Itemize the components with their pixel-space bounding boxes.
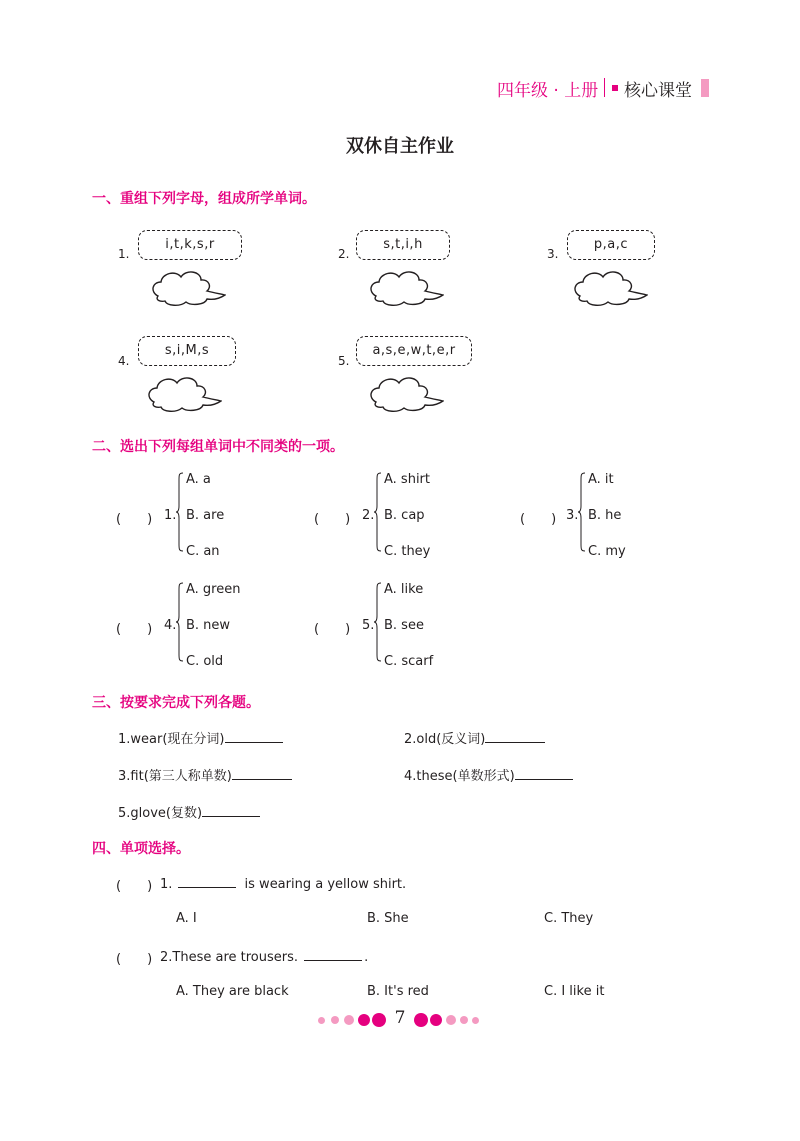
section-2-heading: 二、选出下列每组单词中不同类的一项。 <box>92 439 344 455</box>
brace-icon <box>374 582 382 662</box>
page-number: 7 <box>394 1008 406 1028</box>
answer-paren: ( ) <box>314 512 351 527</box>
mc-question <box>160 948 368 965</box>
header-grade: 四年级 · 上册 <box>497 81 599 101</box>
brace-icon <box>176 472 184 552</box>
decor-dot <box>472 1017 479 1024</box>
question-number: 2. <box>362 508 375 523</box>
answer-blank[interactable] <box>485 730 545 743</box>
option-c: C. an <box>186 544 220 559</box>
answer-blank[interactable] <box>225 730 283 743</box>
transform-prompt: 4.these(单数形式) <box>404 769 515 784</box>
transform-item <box>404 728 545 747</box>
decor-dot <box>414 1013 428 1027</box>
question-text-after: . <box>364 950 369 965</box>
question-number: 1. <box>164 508 177 523</box>
answer-blank[interactable] <box>178 875 236 888</box>
option-a: A. green <box>186 582 241 597</box>
answer-paren: ( ) <box>116 512 153 527</box>
answer-paren: ( ) <box>520 512 557 527</box>
transform-prompt: 1.wear(现在分词) <box>118 732 225 747</box>
decor-dot <box>318 1017 325 1024</box>
choice-c: C. They <box>544 911 594 926</box>
option-c: C. they <box>384 544 431 559</box>
decor-dot <box>331 1016 339 1024</box>
answer-paren: ( ) <box>116 952 153 967</box>
section-1-heading: 一、重组下列字母，组成所学单词。 <box>92 191 316 207</box>
answer-paren: ( ) <box>116 622 153 637</box>
brace-icon <box>578 472 586 552</box>
cloud-icon <box>368 266 444 308</box>
option-c: C. scarf <box>384 654 434 669</box>
answer-blank[interactable] <box>232 767 292 780</box>
answer-paren: ( ) <box>116 879 153 894</box>
transform-item <box>118 765 292 784</box>
question-number: 2. <box>160 950 173 965</box>
question-number: 4. <box>164 618 177 633</box>
option-a: A. it <box>588 472 614 487</box>
mc-question <box>160 875 406 892</box>
choice-a: A. They are black <box>176 984 289 999</box>
question-number: 5. <box>362 618 375 633</box>
item-number: 4. <box>118 354 130 368</box>
header-divider <box>604 78 605 97</box>
section-4-heading: 四、单项选择。 <box>92 841 190 857</box>
option-b: B. are <box>186 508 225 523</box>
cloud-icon <box>146 372 222 414</box>
question-text-after: is wearing a yellow shirt. <box>240 877 407 892</box>
header-square-icon <box>612 85 618 91</box>
transform-item <box>404 765 573 784</box>
choice-b: B. It's red <box>367 984 429 999</box>
transform-prompt: 5.glove(复数) <box>118 806 203 821</box>
decor-dot <box>460 1016 468 1024</box>
question-number: 3. <box>566 508 579 523</box>
choice-c: C. I like it <box>544 984 605 999</box>
cloud-icon <box>150 266 226 308</box>
answer-blank[interactable] <box>304 948 362 961</box>
option-a: A. like <box>384 582 424 597</box>
transform-item <box>118 802 260 821</box>
item-number: 3. <box>547 247 559 261</box>
section-3-heading: 三、按要求完成下列各题。 <box>92 695 260 711</box>
page-title: 双休自主作业 <box>346 136 454 157</box>
brace-icon <box>374 472 382 552</box>
option-a: A. shirt <box>384 472 430 487</box>
letter-box: s,i,M,s <box>138 336 236 366</box>
letter-box: s,t,i,h <box>356 230 450 260</box>
letter-box: a,s,e,w,t,e,r <box>356 336 472 366</box>
question-text-before: These are trousers. <box>172 950 303 965</box>
decor-dot <box>430 1014 442 1026</box>
transform-item <box>118 728 283 747</box>
transform-prompt: 3.fit(第三人称单数) <box>118 769 232 784</box>
question-number: 1. <box>160 877 173 892</box>
letter-box: p,a,c <box>567 230 655 260</box>
header-brand: 核心课堂 <box>624 81 692 101</box>
answer-blank[interactable] <box>515 767 573 780</box>
option-b: B. cap <box>384 508 425 523</box>
option-a: A. a <box>186 472 211 487</box>
choice-b: B. She <box>367 911 409 926</box>
decor-dot <box>344 1015 354 1025</box>
option-b: B. new <box>186 618 231 633</box>
cloud-icon <box>572 266 648 308</box>
header-stripe <box>701 79 709 97</box>
transform-prompt: 2.old(反义词) <box>404 732 486 747</box>
decor-dot <box>358 1014 370 1026</box>
option-b: B. he <box>588 508 622 523</box>
choice-a: A. I <box>176 911 197 926</box>
decor-dot <box>446 1015 456 1025</box>
item-number: 2. <box>338 247 350 261</box>
cloud-icon <box>368 372 444 414</box>
brace-icon <box>176 582 184 662</box>
answer-blank[interactable] <box>202 804 260 817</box>
item-number: 1. <box>118 247 130 261</box>
option-c: C. my <box>588 544 626 559</box>
option-b: B. see <box>384 618 424 633</box>
answer-paren: ( ) <box>314 622 351 637</box>
decor-dot <box>372 1013 386 1027</box>
letter-box: i,t,k,s,r <box>138 230 242 260</box>
item-number: 5. <box>338 354 350 368</box>
option-c: C. old <box>186 654 224 669</box>
